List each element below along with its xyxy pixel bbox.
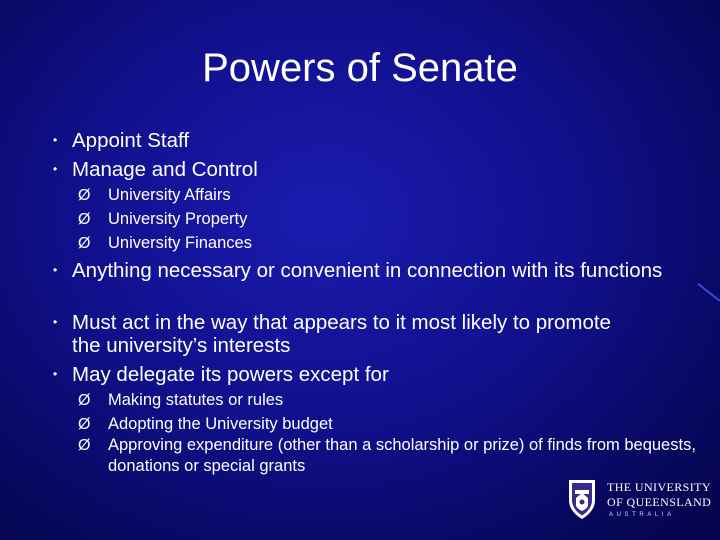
bullet-appoint-staff: [53, 129, 692, 152]
logo-line-3: AUSTRALIA: [609, 512, 675, 518]
bullet-dot-icon: •: [53, 162, 58, 176]
bullet-text: Manage and Control: [72, 158, 258, 181]
uq-crest-icon: [567, 478, 597, 520]
bullet-manage-control: [53, 158, 692, 181]
logo-line-1: THE UNIVERSITY: [607, 480, 711, 494]
bullet-dot-icon: •: [53, 315, 58, 329]
sub-bullet-text: University Finances: [108, 234, 252, 252]
bullet-dot-icon: •: [53, 367, 58, 381]
logo-line-2: OF QUEENSLAND: [607, 495, 712, 509]
university-logo: [567, 476, 717, 524]
arrow-bullet-icon: Ø: [78, 416, 91, 433]
arrow-bullet-icon: Ø: [78, 211, 91, 228]
arrow-bullet-icon: Ø: [78, 392, 91, 409]
sub-bullet-university-finances: [78, 231, 698, 256]
sub-bullet-university-property: [78, 207, 698, 232]
bullet-may-delegate: [53, 363, 692, 386]
sub-bullet-text: Adopting the University budget: [108, 415, 333, 433]
sub-bullet-making-statutes: [78, 388, 698, 413]
bullet-text: Appoint Staff: [72, 129, 190, 152]
sub-bullet-text: University Property: [108, 210, 248, 228]
sub-bullet-adopting-budget: [78, 412, 698, 437]
bullet-must-act: [53, 311, 632, 357]
bullet-dot-icon: •: [53, 263, 58, 277]
bullet-anything-necessary: [53, 259, 672, 282]
arrow-bullet-icon: Ø: [78, 187, 91, 204]
bullet-text: Anything necessary or convenient in connection with its functions: [72, 259, 663, 282]
sub-bullet-university-affairs: [78, 183, 698, 208]
slide-title: Powers of Senate: [202, 46, 518, 90]
sub-bullet-text: Making statutes or rules: [108, 391, 284, 409]
sub-bullet-text: University Affairs: [108, 186, 231, 204]
bullet-dot-icon: •: [53, 133, 58, 147]
sub-bullet-approving-expenditure: [78, 435, 718, 477]
bullet-text: Must act in the way that appears to it most likely to promote the university’s interests: [72, 311, 611, 357]
bullet-text: May delegate its powers except for: [72, 363, 389, 386]
sub-bullet-text: Approving expenditure (other than a scholarship or prize) of finds from bequests, donations or special grants: [108, 436, 696, 475]
arrow-bullet-icon: Ø: [78, 235, 91, 252]
arrow-bullet-icon: Ø: [78, 437, 91, 454]
